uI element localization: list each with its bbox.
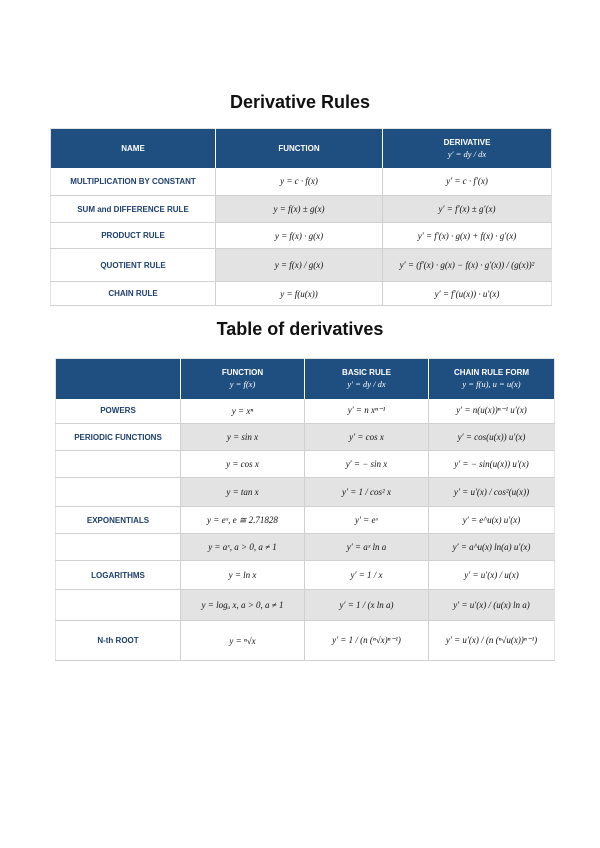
category-label bbox=[56, 451, 181, 478]
function-cell: y = ln x bbox=[181, 561, 305, 590]
rule-derivative: y′ = f′(u(x)) · u′(x) bbox=[383, 282, 552, 306]
table-row bbox=[51, 282, 552, 306]
table-row bbox=[56, 507, 555, 534]
chain-rule-cell: y′ = u′(x) / u(x) bbox=[429, 561, 555, 590]
derivative-rules-title: Derivative Rules bbox=[229, 92, 371, 112]
rule-derivative: y′ = c · f′(x) bbox=[383, 168, 552, 196]
chain-rule-cell: y′ = u′(x) / (n (ⁿ√u(x))ⁿ⁻¹) bbox=[429, 621, 555, 661]
col-header-basic-rule-label: BASIC RULE bbox=[342, 368, 391, 378]
table-row bbox=[51, 196, 552, 223]
rule-function: y = c · f(x) bbox=[216, 168, 383, 196]
table-row bbox=[56, 621, 555, 661]
chain-rule-cell: y′ = n(u(x))ⁿ⁻¹ u′(x) bbox=[429, 399, 555, 424]
basic-rule-cell: y′ = 1 / cos² x bbox=[305, 478, 429, 507]
rule-derivative: y′ = f′(x) · g(x) + f(x) · g′(x) bbox=[383, 223, 552, 249]
category-label: EXPONENTIALS bbox=[56, 507, 181, 534]
table-row bbox=[51, 223, 552, 249]
category-label: N-th ROOT bbox=[56, 621, 181, 661]
basic-rule-cell: y′ = aˣ ln a bbox=[305, 534, 429, 561]
basic-rule-cell: y′ = 1 / (n (ⁿ√x)ⁿ⁻¹) bbox=[305, 621, 429, 661]
col-header-function: FUNCTION bbox=[216, 129, 383, 168]
table-row bbox=[56, 424, 555, 451]
category-label bbox=[56, 590, 181, 621]
chain-rule-cell: y′ = a^u(x) ln(a) u′(x) bbox=[429, 534, 555, 561]
col-header-derivative bbox=[383, 129, 552, 168]
col-header-basic-rule bbox=[305, 359, 429, 399]
function-cell: y = xⁿ bbox=[181, 399, 305, 424]
table-row bbox=[56, 399, 555, 424]
col-header-function-label: FUNCTION bbox=[221, 368, 264, 378]
chain-rule-cell: y′ = − sin(u(x)) u′(x) bbox=[429, 451, 555, 478]
category-label: LOGARITHMS bbox=[56, 561, 181, 590]
col-header-name: NAME bbox=[51, 129, 216, 168]
rule-name: PRODUCT RULE bbox=[51, 223, 216, 249]
col-header-function bbox=[181, 359, 305, 399]
category-label: POWERS bbox=[56, 399, 181, 424]
col-header-basic-rule-formula: y′ = dy / dx bbox=[347, 379, 386, 390]
basic-rule-cell: y′ = − sin x bbox=[305, 451, 429, 478]
col-header-chain-rule bbox=[429, 359, 555, 399]
rule-function: y = f(x) · g(x) bbox=[216, 223, 383, 249]
rule-name: SUM and DIFFERENCE RULE bbox=[51, 196, 216, 223]
header-row bbox=[56, 359, 555, 399]
rule-derivative: y′ = (f′(x) · g(x) − f(x) · g′(x)) / (g(x))² bbox=[383, 249, 552, 282]
col-header-category bbox=[56, 359, 181, 399]
basic-rule-cell: y′ = eˣ bbox=[305, 507, 429, 534]
col-header-derivative-formula: y′ = dy / dx bbox=[447, 148, 487, 159]
basic-rule-cell: y′ = 1 / (x ln a) bbox=[305, 590, 429, 621]
table-row bbox=[51, 168, 552, 196]
rule-name: CHAIN RULE bbox=[51, 282, 216, 306]
rule-function: y = f(u(x)) bbox=[216, 282, 383, 306]
table-row bbox=[56, 590, 555, 621]
function-cell: y = sin x bbox=[181, 424, 305, 451]
rule-function: y = f(x) ± g(x) bbox=[216, 196, 383, 223]
basic-rule-cell: y′ = 1 / x bbox=[305, 561, 429, 590]
col-header-derivative-label: DERIVATIVE bbox=[443, 137, 491, 147]
rule-name: MULTIPLICATION BY CONSTANT bbox=[51, 168, 216, 196]
chain-rule-cell: y′ = u′(x) / cos²(u(x)) bbox=[429, 478, 555, 507]
function-cell: y = ⁿ√x bbox=[181, 621, 305, 661]
table-row bbox=[56, 561, 555, 590]
basic-rule-cell: y′ = cos x bbox=[305, 424, 429, 451]
table-of-derivatives-title: Table of derivatives bbox=[216, 319, 384, 339]
function-cell: y = eˣ, e ≅ 2.71828 bbox=[181, 507, 305, 534]
rule-derivative: y′ = f′(x) ± g′(x) bbox=[383, 196, 552, 223]
chain-rule-cell: y′ = e^u(x) u′(x) bbox=[429, 507, 555, 534]
rule-name: QUOTIENT RULE bbox=[51, 249, 216, 282]
basic-rule-cell: y′ = n xⁿ⁻¹ bbox=[305, 399, 429, 424]
col-header-chain-rule-label: CHAIN RULE FORM bbox=[453, 368, 530, 378]
category-label: PERIODIC FUNCTIONS bbox=[56, 424, 181, 451]
col-header-chain-rule-formula: y = f(u), u = u(x) bbox=[462, 379, 521, 390]
table-row bbox=[56, 534, 555, 561]
table-row bbox=[56, 451, 555, 478]
category-label bbox=[56, 534, 181, 561]
chain-rule-cell: y′ = u′(x) / (u(x) ln a) bbox=[429, 590, 555, 621]
table-of-derivatives bbox=[55, 358, 555, 661]
function-cell: y = cos x bbox=[181, 451, 305, 478]
function-cell: y = aˣ, a > 0, a ≠ 1 bbox=[181, 534, 305, 561]
table-row bbox=[56, 478, 555, 507]
header-row bbox=[51, 129, 552, 168]
table-row bbox=[51, 249, 552, 282]
category-label bbox=[56, 478, 181, 507]
function-cell: y = logₐ x, a > 0, a ≠ 1 bbox=[181, 590, 305, 621]
function-cell: y = tan x bbox=[181, 478, 305, 507]
col-header-function-formula: y = f(x) bbox=[229, 379, 256, 390]
rule-function: y = f(x) / g(x) bbox=[216, 249, 383, 282]
derivative-rules-table bbox=[50, 128, 552, 306]
chain-rule-cell: y′ = cos(u(x)) u′(x) bbox=[429, 424, 555, 451]
